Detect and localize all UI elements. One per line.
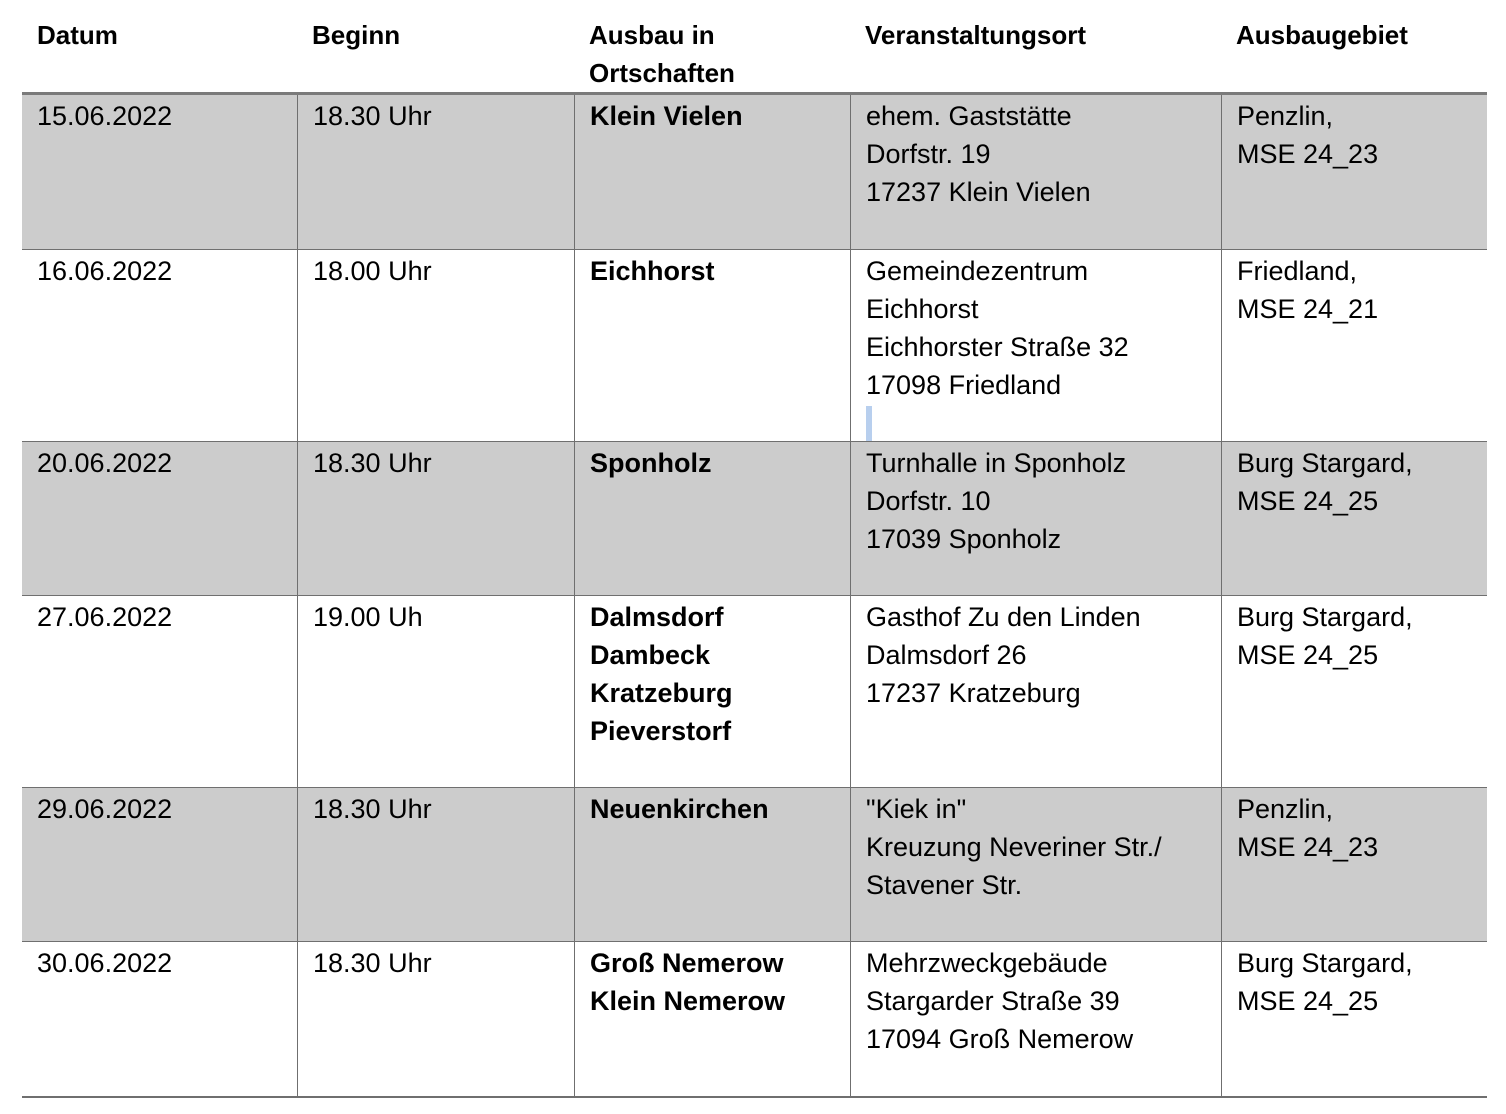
ortschaft: Neuenkirchen	[590, 794, 769, 824]
header-veranstaltungsort: Veranstaltungsort	[865, 20, 1087, 50]
gebiet-line: Penzlin,	[1237, 794, 1334, 824]
table-row	[22, 596, 1487, 788]
gebiet-cell	[1221, 596, 1487, 787]
beginn-cell: 18.30 Uhr	[297, 95, 574, 249]
gebiet-line: MSE 24_23	[1237, 139, 1379, 169]
ortschaft: Klein Vielen	[590, 101, 743, 131]
ort-cell	[850, 596, 1221, 787]
table-row	[22, 788, 1487, 942]
ort-cell	[850, 250, 1221, 441]
ortschaften-cell	[574, 942, 850, 1096]
gebiet-cell	[1221, 95, 1487, 249]
table-row	[22, 442, 1487, 596]
table-row	[22, 250, 1487, 442]
beginn-cell: 18.00 Uhr	[297, 250, 574, 441]
ortschaft: Pieverstorf	[590, 716, 732, 746]
datum-cell: 27.06.2022	[37, 602, 173, 632]
gebiet-line: MSE 24_25	[1237, 986, 1379, 1016]
gebiet-cell	[1221, 250, 1487, 441]
ort-line: 17237 Klein Vielen	[866, 177, 1091, 207]
ortschaft: Klein Nemerow	[590, 986, 786, 1016]
gebiet-cell	[1221, 942, 1487, 1096]
gebiet-line: MSE 24_25	[1237, 640, 1379, 670]
gebiet-line: Penzlin,	[1237, 101, 1334, 131]
ort-line: Mehrzweckgebäude	[866, 948, 1108, 978]
table-row	[22, 942, 1487, 1098]
ortschaft: Kratzeburg	[590, 678, 733, 708]
ortschaft: Eichhorst	[590, 256, 715, 286]
ort-line: Eichhorst	[866, 294, 979, 324]
datum-cell: 15.06.2022	[37, 101, 173, 131]
header-ausbaugebiet: Ausbaugebiet	[1236, 20, 1408, 50]
ort-line: Eichhorster Straße 32	[866, 332, 1129, 362]
ort-cell	[850, 788, 1221, 941]
ortschaften-cell	[574, 442, 850, 595]
ort-line: 17039 Sponholz	[866, 524, 1062, 554]
gebiet-line: MSE 24_21	[1237, 294, 1379, 324]
ortschaften-cell	[574, 95, 850, 249]
events-table	[22, 0, 1487, 1098]
ortschaft: Dambeck	[590, 640, 711, 670]
datum-cell: 29.06.2022	[37, 794, 173, 824]
ortschaften-cell	[574, 596, 850, 787]
ortschaften-cell	[574, 788, 850, 941]
ort-line: Dorfstr. 10	[866, 486, 991, 516]
ortschaft: Groß Nemerow	[590, 948, 784, 978]
ort-line: Kreuzung Neveriner Str./	[866, 832, 1162, 862]
ort-line: Gasthof Zu den Linden	[866, 602, 1141, 632]
gebiet-cell	[1221, 788, 1487, 941]
ortschaften-cell	[574, 250, 850, 441]
gebiet-line: Burg Stargard,	[1237, 602, 1413, 632]
text-cursor-mark	[866, 406, 872, 441]
table-row	[22, 95, 1487, 250]
ort-line: 17094 Groß Nemerow	[866, 1024, 1134, 1054]
gebiet-line: MSE 24_23	[1237, 832, 1379, 862]
header-beginn: Beginn	[312, 20, 401, 50]
ort-line: Stargarder Straße 39	[866, 986, 1120, 1016]
ortschaft: Sponholz	[590, 448, 712, 478]
beginn-cell: 19.00 Uh	[297, 596, 574, 787]
gebiet-line: Burg Stargard,	[1237, 948, 1413, 978]
table-header	[22, 0, 1487, 95]
ortschaft: Dalmsdorf	[590, 602, 724, 632]
header-ausbau	[574, 0, 850, 92]
beginn-cell: 18.30 Uhr	[297, 442, 574, 595]
datum-cell: 16.06.2022	[37, 256, 173, 286]
ort-line: 17237 Kratzeburg	[866, 678, 1081, 708]
ort-line: "Kiek in"	[866, 794, 967, 824]
header-ausbau-line2: Ortschaften	[589, 58, 735, 88]
ort-cell	[850, 442, 1221, 595]
gebiet-line: Burg Stargard,	[1237, 448, 1413, 478]
ort-line: 17098 Friedland	[866, 370, 1062, 400]
beginn-cell: 18.30 Uhr	[297, 788, 574, 941]
header-ausbau-line1: Ausbau in	[589, 20, 715, 50]
ort-cell	[850, 942, 1221, 1096]
ort-line: Gemeindezentrum	[866, 256, 1089, 286]
ort-line: ehem. Gaststätte	[866, 101, 1072, 131]
beginn-cell: 18.30 Uhr	[297, 942, 574, 1096]
ort-line: Dalmsdorf 26	[866, 640, 1027, 670]
gebiet-cell	[1221, 442, 1487, 595]
gebiet-line: Friedland,	[1237, 256, 1358, 286]
ort-line: Dorfstr. 19	[866, 139, 991, 169]
header-datum: Datum	[37, 20, 118, 50]
gebiet-line: MSE 24_25	[1237, 486, 1379, 516]
datum-cell: 30.06.2022	[37, 948, 173, 978]
datum-cell: 20.06.2022	[37, 448, 173, 478]
ort-line: Turnhalle in Sponholz	[866, 448, 1127, 478]
ort-line: Stavener Str.	[866, 870, 1023, 900]
ort-cell	[850, 95, 1221, 249]
